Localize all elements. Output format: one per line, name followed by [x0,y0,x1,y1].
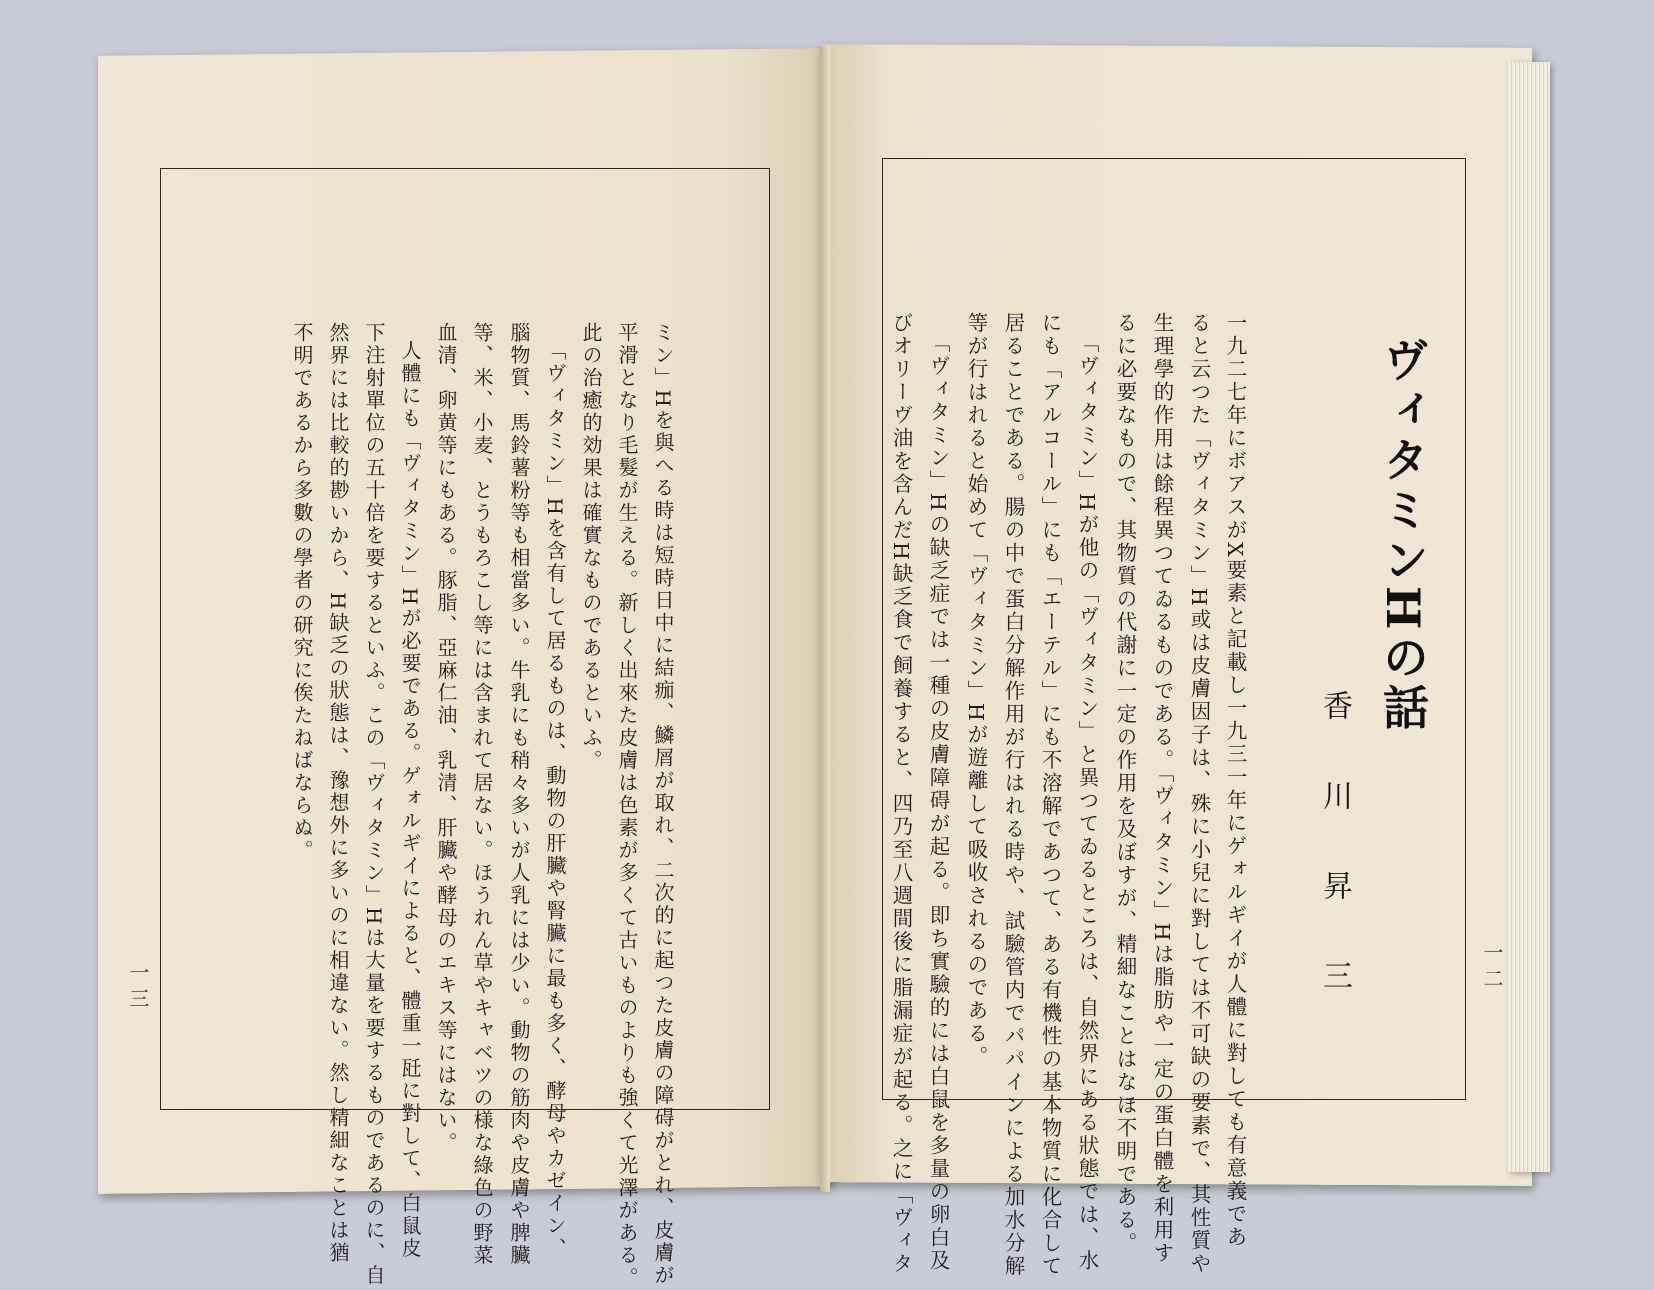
right-col-2: ると云つた「ヴィタミン」H或は皮膚因子は、殊に小兒に對しては不可缺の要素で、其性質や [1187,312,1211,1276]
left-col-7: 血清、卵黄等にもある。豚脂、亞麻仁油、乳清、肝臟や酵母のエキス等にはない。 [434,322,458,1155]
left-col-6: 等、米、小麦、とうもろこし等には含まれて居ない。ほうれん草やキャベツの様な綠色の野菜 [470,322,494,1267]
left-col-1: ミン」Hを與へる時は短時日中に結痂、鱗屑が取れ、二次的に起つた皮膚の障碍がとれ、皮膚が [651,322,675,1287]
left-col-8: 人體にも「ヴィタミン」Hが必要である。ゲォルギイによると、體重一瓩に對して、白鼠皮 [398,340,422,1260]
left-text-frame [160,168,770,1110]
left-col-3: 此の治癒的効果は確實なものであるといふ。 [579,322,603,772]
right-col-6: にも「アルコール」にも「エーテル」にも不溶解であつて、ある有機性の基本物質に化合して [1038,312,1062,1278]
right-col-9: 「ヴィタミン」Hの缺乏症では一種の皮膚障碍が起る。即ち實驗的には白鼠を多量の卵白及 [926,332,950,1273]
left-page-number: 一三 [126,962,150,1014]
right-col-8: 等が行はれると始めて「ヴィタミン」Hが遊離して吸收されるのである。 [964,312,988,1069]
page-edges [1508,62,1550,1172]
left-col-10: 然界には比較的尠いから、H缺乏の狀態は、豫想外に多いのに相違ない。然し精細なことは猶 [326,322,350,1265]
left-col-11: 不明であるから多數の學者の研究に俟たねばならぬ。 [290,322,314,862]
right-col-7: 居ることである。腸の中で蛋白分解作用が行はれる時や、試驗管内でパパインによる加水分解 [1001,312,1025,1278]
right-col-4: るに必要なもので、其物質の代謝に一定の作用を及ぼすが、精細なことはなほ不明である。 [1113,312,1137,1255]
right-col-10: びオリーヴ油を含んだH缺乏食で飼養すると、四乃至八週間後に脂漏症が起る。之に「ヴィタ [889,312,913,1276]
left-col-5: 腦物質、馬鈴薯粉等も相當多い。牛乳にも稍々多いが人乳には少い。動物の筋肉や皮膚や脾臟 [507,322,531,1267]
left-col-4: 「ヴィタミン」Hを含有して居るものは、動物の肝臟や腎臟に最も多く、酵母やカゼイン、 [543,340,567,1260]
left-col-9: 下注射單位の五十倍を要するといふ。この「ヴィタミン」Hは大量を要するものであるのに、自 [362,322,386,1287]
right-col-5: 「ヴィタミン」Hが他の「ヴィタミン」と異つてゐるところは、自然界にある狀態では、水 [1075,332,1099,1273]
right-col-3: 生理學的作用は餘程異つてゐるものである。「ヴィタミン」Hは脂肪や一定の蛋白體を利用す [1150,312,1174,1266]
right-page-number: 一二 [1480,942,1504,994]
left-col-2: 平滑となり毛髮が生える。新しく出來た皮膚は色素が多くて古いものよりも強くて光澤がある。 [615,322,639,1290]
article-title: ヴィタミンHの話 [1376,336,1430,734]
article-author: 香川昇三 [1317,690,1352,1050]
right-col-1: 一九二七年にボアスがX要素と記載し一九三一年にゲォルギイが人體に對しても有意義であ [1223,312,1247,1250]
book-spine [820,46,830,1192]
